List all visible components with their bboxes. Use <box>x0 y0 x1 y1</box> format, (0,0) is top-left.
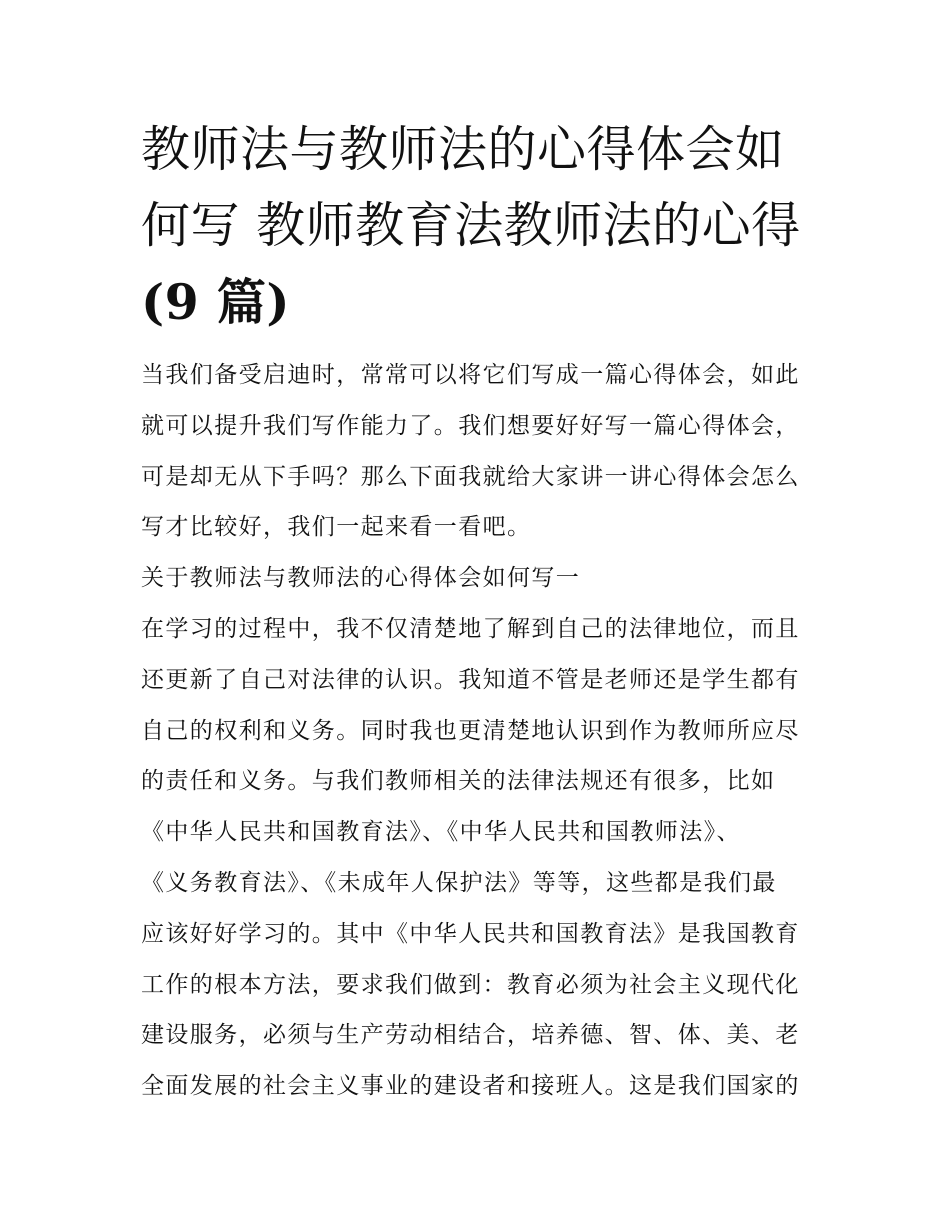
document-body <box>141 350 816 1112</box>
body-text-line: 的责任和义务。与我们教师相关的法律法规还有很多，比如 <box>141 768 776 795</box>
body-text-line: 工作的根本方法，要求我们做到：教育必须为社会主义现代化 <box>141 971 800 998</box>
body-text-line: 《义务教育法》、《未成年人保护法》等等，这些都是我们最 <box>141 869 777 896</box>
body-text-line: 写才比较好，我们一起来看一看吧。 <box>141 514 532 541</box>
body-text-line: 建设服务，必须与生产劳动相结合，培养德、智、体、美、老 <box>141 1022 800 1049</box>
body-text-line: 应该好好学习的。其中《中华人民共和国教育法》是我国教育 <box>141 920 800 947</box>
document-title <box>141 112 816 340</box>
section-heading: 关于教师法与教师法的心得体会如何写一 <box>141 565 581 592</box>
body-text-line: 可是却无从下手吗？那么下面我就给大家讲一讲心得体会怎么 <box>141 463 800 490</box>
body-text-line: 在学习的过程中，我不仅清楚地了解到自己的法律地位，而且 <box>141 615 800 642</box>
title-line: 教师法与教师法的心得体会如 <box>141 121 785 178</box>
title-line: 何写 教师教育法教师法的心得 <box>141 197 801 254</box>
body-text-line: 就可以提升我们写作能力了。我们想要好好写一篇心得体会， <box>141 412 800 439</box>
body-text-line: 还更新了自己对法律的认识。我知道不管是老师还是学生都有 <box>141 666 800 693</box>
body-text-line: 当我们备受启迪时，常常可以将它们写成一篇心得体会，如此 <box>141 362 800 388</box>
document-content <box>141 112 816 1112</box>
body-text-line: 《中华人民共和国教育法》、《中华人民共和国教师法》、 <box>141 819 741 846</box>
body-text-line: 全面发展的社会主义事业的建设者和接班人。这是我们国家的 <box>141 1073 800 1100</box>
body-text-line: 自己的权利和义务。同时我也更清楚地认识到作为教师所应尽 <box>141 717 800 744</box>
title-line: (9 篇) <box>141 273 291 331</box>
